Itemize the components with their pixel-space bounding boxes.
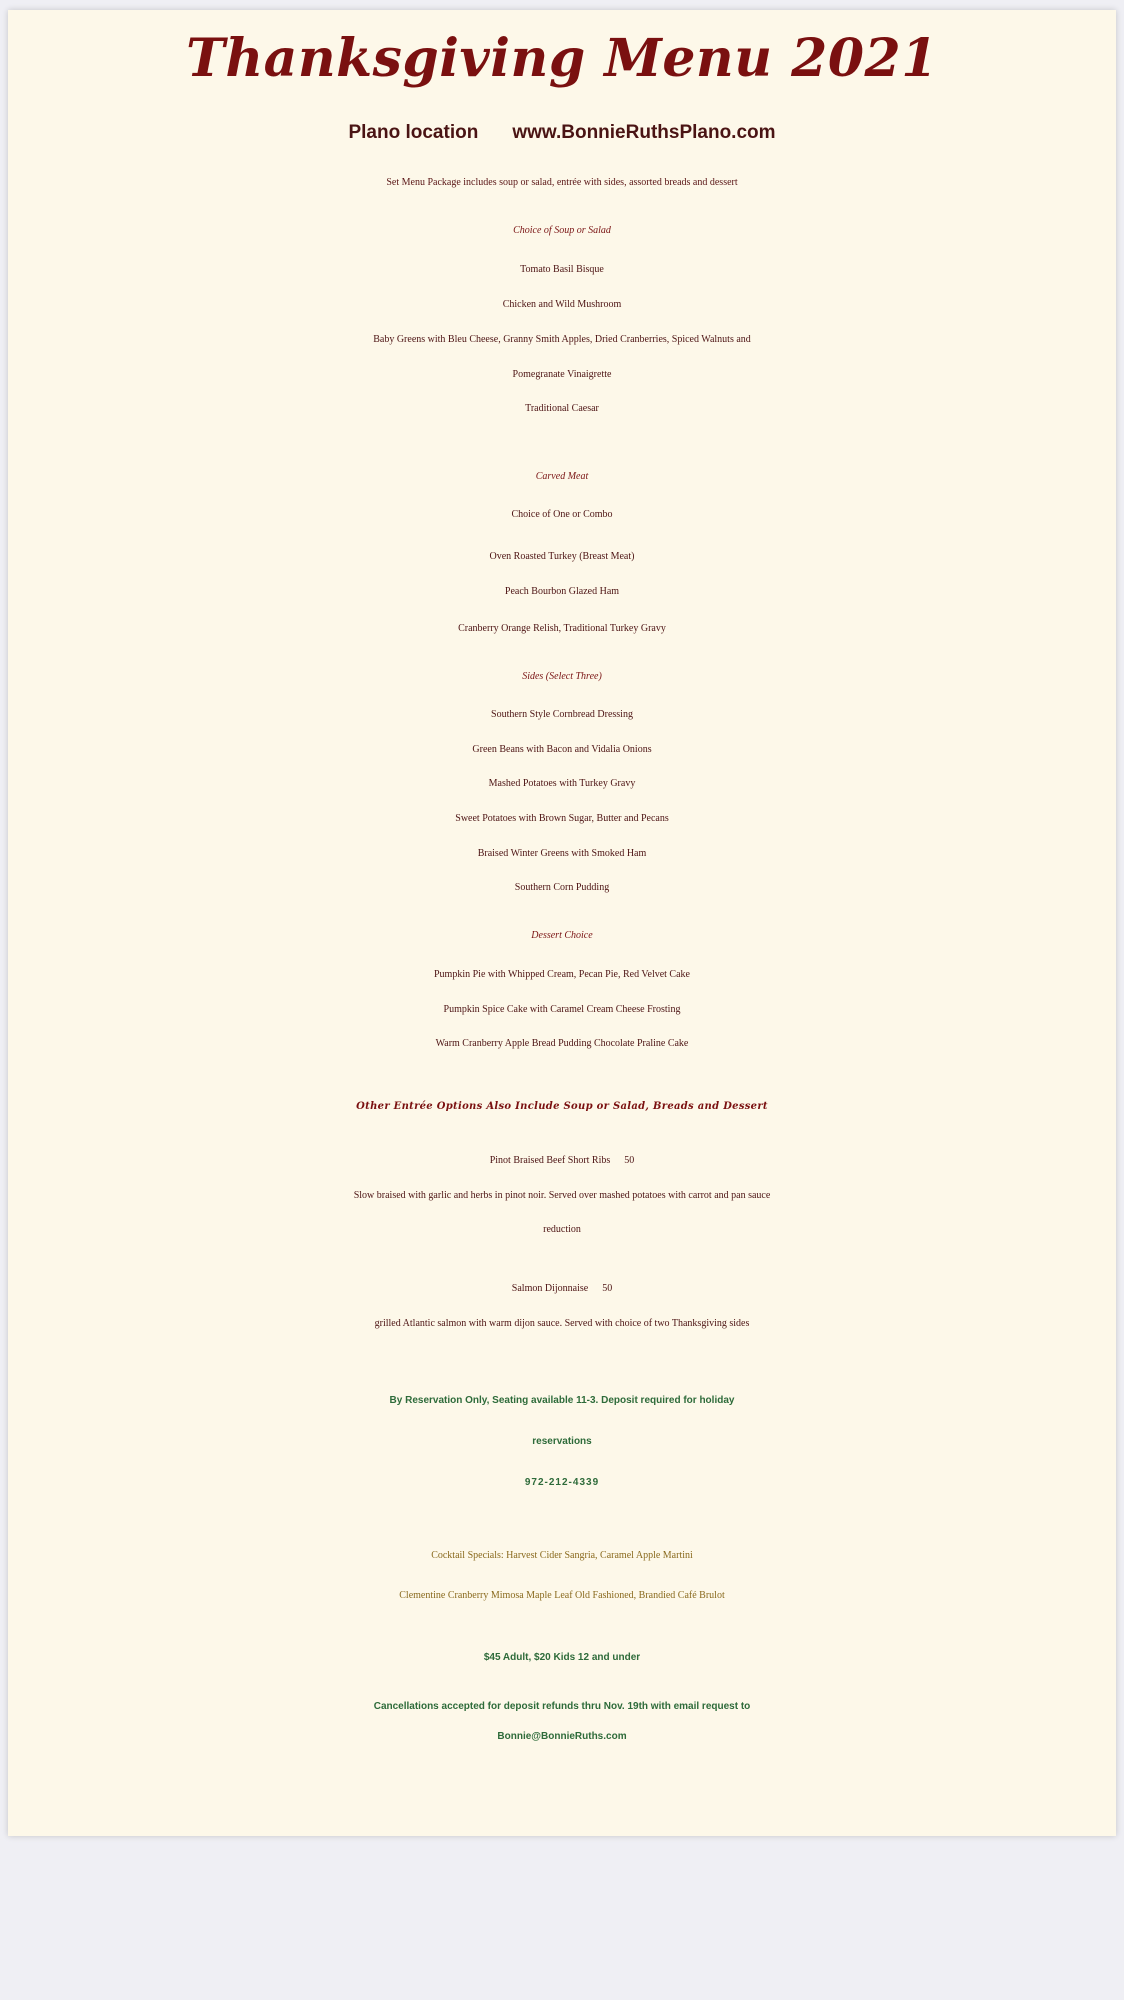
- menu-subheader: [8, 122, 1116, 144]
- sides-heading: Sides (Select Three): [522, 671, 602, 682]
- reservation-notice: By Reservation Only, Seating available 11-3. Deposit required for holiday: [389, 1395, 735, 1406]
- website-link[interactable]: www.BonnieRuthsPlano.com: [512, 122, 776, 143]
- location-text: Plano location: [348, 122, 479, 143]
- dessert-item: Pumpkin Pie with Whipped Cream, Pecan Pie, Red Velvet Cake: [434, 969, 690, 980]
- dessert-item: Warm Cranberry Apple Bread Pudding Chocolate Praline Cake: [435, 1038, 689, 1049]
- soup-salad-item: Pomegranate Vinaigrette: [512, 369, 612, 380]
- entree-name: Pinot Braised Beef Short Ribs: [489, 1155, 611, 1166]
- carved-meat-note: Cranberry Orange Relish, Traditional Turkey Gravy: [458, 623, 666, 634]
- side-item: Mashed Potatoes with Turkey Gravy: [488, 778, 636, 789]
- soup-salad-item: Traditional Caesar: [525, 403, 599, 414]
- menu-title: Thanksgiving Menu 2021: [186, 28, 938, 89]
- entree-name: Salmon Dijonnaise: [511, 1283, 589, 1294]
- phone-number[interactable]: 972-212-4339: [524, 1477, 600, 1488]
- entree-price: 50: [602, 1283, 613, 1294]
- cocktail-specials: Clementine Cranberry Mimosa Maple Leaf Old Fashioned, Brandied Café Brulot: [399, 1590, 725, 1601]
- soup-salad-item: Chicken and Wild Mushroom: [502, 299, 622, 310]
- entree-description: reduction: [543, 1224, 581, 1235]
- entree-description: Slow braised with garlic and herbs in pinot noir. Served over mashed potatoes with carrot and pan sauce: [353, 1190, 771, 1201]
- dessert-heading: Dessert Choice: [531, 930, 593, 941]
- carved-meat-subheading: Choice of One or Combo: [511, 509, 613, 520]
- contact-email[interactable]: Bonnie@BonnieRuths.com: [497, 1731, 627, 1742]
- set-menu-intro: Set Menu Package includes soup or salad, entrée with sides, assorted breads and dessert: [386, 177, 738, 188]
- carved-meat-item: Oven Roasted Turkey (Breast Meat): [489, 551, 635, 562]
- cancellation-policy: Cancellations accepted for deposit refunds thru Nov. 19th with email request to: [373, 1701, 751, 1712]
- soup-salad-heading: Choice of Soup or Salad: [513, 225, 611, 236]
- entree-title: [8, 1156, 1116, 1166]
- side-item: Southern Corn Pudding: [514, 882, 610, 893]
- cocktail-specials: Cocktail Specials: Harvest Cider Sangria, Caramel Apple Martini: [431, 1550, 693, 1561]
- entree-title: [8, 1284, 1116, 1294]
- side-item: Sweet Potatoes with Brown Sugar, Butter and Pecans: [455, 813, 669, 824]
- other-entrees-heading: Other Entrée Options Also Include Soup or Salad, Breads and Dessert: [356, 1101, 768, 1112]
- price-line: $45 Adult, $20 Kids 12 and under: [483, 1652, 641, 1663]
- dessert-item: Pumpkin Spice Cake with Caramel Cream Cheese Frosting: [443, 1004, 681, 1015]
- soup-salad-item: Tomato Basil Bisque: [520, 264, 604, 275]
- side-item: Braised Winter Greens with Smoked Ham: [477, 848, 647, 859]
- menu-page: [8, 10, 1116, 1836]
- entree-price: 50: [624, 1155, 635, 1166]
- entree-description: grilled Atlantic salmon with warm dijon sauce. Served with choice of two Thanksgiving sides: [374, 1318, 750, 1329]
- side-item: Southern Style Cornbread Dressing: [491, 709, 633, 720]
- reservation-notice: reservations: [532, 1436, 592, 1447]
- side-item: Green Beans with Bacon and Vidalia Onions: [472, 744, 652, 755]
- carved-meat-heading: Carved Meat: [535, 471, 589, 482]
- soup-salad-item: Baby Greens with Bleu Cheese, Granny Smith Apples, Dried Cranberries, Spiced Walnuts and: [373, 334, 751, 345]
- carved-meat-item: Peach Bourbon Glazed Ham: [504, 586, 620, 597]
